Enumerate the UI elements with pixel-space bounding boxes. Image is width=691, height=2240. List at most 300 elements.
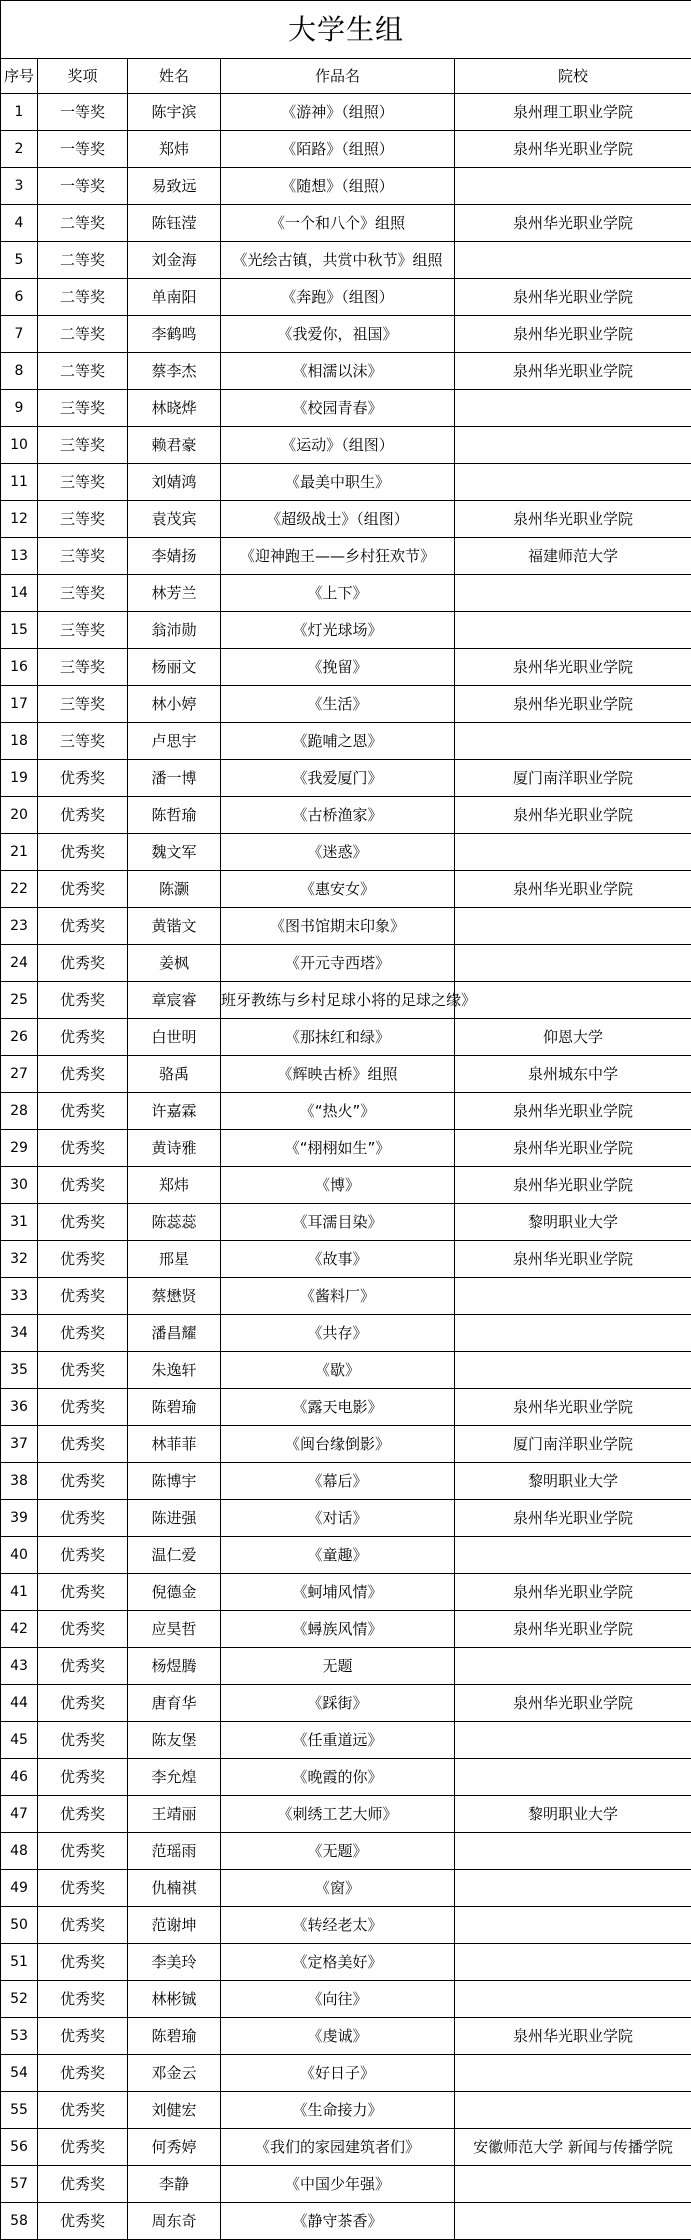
cell-name: 范瑶雨 [128,1833,221,1870]
cell-work: 《对话》 [221,1500,455,1537]
cell-work: 《任重道远》 [221,1722,455,1759]
cell-school [455,2166,691,2203]
cell-name: 刘婧鸿 [128,464,221,501]
cell-work: 《转经老太》 [221,1907,455,1944]
cell-index: 44 [1,1685,38,1722]
cell-school [455,1352,691,1389]
cell-name: 陈宇滨 [128,94,221,131]
table-row [1,279,691,316]
cell-award: 优秀奖 [38,2092,128,2129]
cell-school: 泉州华光职业学院 [455,1093,691,1130]
cell-school: 黎明职业大学 [455,1796,691,1833]
cell-award: 三等奖 [38,427,128,464]
cell-name: 李婧扬 [128,538,221,575]
cell-award: 优秀奖 [38,1981,128,2018]
table-row [1,168,691,205]
cell-index: 31 [1,1204,38,1241]
table-body [1,1,691,2240]
cell-award: 一等奖 [38,94,128,131]
cell-work: 《“热火”》 [221,1093,455,1130]
cell-work: 《挽留》 [221,649,455,686]
cell-award: 优秀奖 [38,871,128,908]
table-row [1,2129,691,2166]
table-row [1,686,691,723]
cell-school: 泉州华光职业学院 [455,501,691,538]
table-row [1,871,691,908]
cell-name: 刘健宏 [128,2092,221,2129]
cell-work: 《最美中职生》 [221,464,455,501]
table-row [1,1315,691,1352]
cell-name: 杨丽文 [128,649,221,686]
cell-award: 三等奖 [38,649,128,686]
cell-school [455,427,691,464]
cell-award: 优秀奖 [38,834,128,871]
cell-school: 泉州华光职业学院 [455,1611,691,1648]
cell-award: 优秀奖 [38,2018,128,2055]
cell-work: 《静守茶香》 [221,2203,455,2240]
cell-index: 52 [1,1981,38,2018]
cell-school: 泉州华光职业学院 [455,1685,691,1722]
header-row [1,59,691,94]
cell-school: 泉州华光职业学院 [455,649,691,686]
table-row [1,1056,691,1093]
cell-index: 45 [1,1722,38,1759]
cell-index: 32 [1,1241,38,1278]
cell-name: 李鹤鸣 [128,316,221,353]
cell-work: 《古桥渔家》 [221,797,455,834]
cell-name: 陈碧瑜 [128,1389,221,1426]
cell-index: 27 [1,1056,38,1093]
cell-award: 优秀奖 [38,2166,128,2203]
cell-school [455,1648,691,1685]
cell-work: 《闽台缘倒影》 [221,1426,455,1463]
cell-award: 优秀奖 [38,1685,128,1722]
cell-index: 33 [1,1278,38,1315]
cell-school [455,1537,691,1574]
cell-school: 泉州华光职业学院 [455,871,691,908]
title-row [1,1,691,59]
cell-work: 《生命接力》 [221,2092,455,2129]
cell-award: 优秀奖 [38,945,128,982]
cell-award: 优秀奖 [38,1056,128,1093]
cell-school [455,908,691,945]
cell-index: 41 [1,1574,38,1611]
cell-name: 杨煜腾 [128,1648,221,1685]
header-work: 作品名 [221,59,455,94]
table-title: 大学生组 [1,1,691,59]
table-row [1,1611,691,1648]
cell-award: 三等奖 [38,538,128,575]
cell-work: 《一个和八个》组照 [221,205,455,242]
cell-index: 8 [1,353,38,390]
cell-work: 《刺绣工艺大师》 [221,1796,455,1833]
table-row [1,464,691,501]
cell-name: 林晓烨 [128,390,221,427]
cell-name: 林彬铖 [128,1981,221,2018]
table-row [1,797,691,834]
cell-name: 郑炜 [128,131,221,168]
table-row [1,945,691,982]
table-row [1,427,691,464]
table-row [1,982,691,1019]
cell-work: 《迎神跑王——乡村狂欢节》 [221,538,455,575]
table-row [1,2166,691,2203]
cell-name: 蔡李杰 [128,353,221,390]
cell-name: 袁茂宾 [128,501,221,538]
table-row [1,2203,691,2240]
cell-work: 《校园青春》 [221,390,455,427]
cell-index: 30 [1,1167,38,1204]
cell-index: 22 [1,871,38,908]
cell-school: 泉州华光职业学院 [455,131,691,168]
cell-index: 46 [1,1759,38,1796]
table-row [1,1833,691,1870]
table-row [1,1426,691,1463]
cell-name: 何秀婷 [128,2129,221,2166]
cell-award: 优秀奖 [38,1870,128,1907]
cell-name: 蔡懋贤 [128,1278,221,1315]
table-row [1,1685,691,1722]
cell-name: 李美玲 [128,1944,221,1981]
cell-award: 优秀奖 [38,1944,128,1981]
cell-work: 《窗》 [221,1870,455,1907]
cell-work: 《蚵埔风情》 [221,1574,455,1611]
cell-index: 51 [1,1944,38,1981]
cell-award: 优秀奖 [38,1907,128,1944]
cell-award: 优秀奖 [38,1463,128,1500]
cell-school [455,575,691,612]
cell-name: 林小婷 [128,686,221,723]
cell-index: 2 [1,131,38,168]
cell-name: 朱逸轩 [128,1352,221,1389]
cell-name: 潘昌耀 [128,1315,221,1352]
cell-work: 《向往》 [221,1981,455,2018]
cell-index: 53 [1,2018,38,2055]
cell-school [455,723,691,760]
cell-school: 泉州华光职业学院 [455,1389,691,1426]
cell-work: 《迷惑》 [221,834,455,871]
cell-name: 陈友堡 [128,1722,221,1759]
cell-school [455,945,691,982]
cell-award: 优秀奖 [38,1722,128,1759]
cell-name: 卢思宇 [128,723,221,760]
cell-name: 魏文军 [128,834,221,871]
cell-work: 《我们的家园建筑者们》 [221,2129,455,2166]
cell-name: 姜枫 [128,945,221,982]
cell-award: 优秀奖 [38,1278,128,1315]
cell-name: 易致远 [128,168,221,205]
cell-name: 陈碧瑜 [128,2018,221,2055]
cell-work: 《光绘古镇，共赏中秋节》组照 [221,242,455,279]
cell-school [455,1315,691,1352]
table-row [1,1130,691,1167]
cell-award: 三等奖 [38,612,128,649]
cell-school: 泉州华光职业学院 [455,797,691,834]
cell-award: 二等奖 [38,242,128,279]
cell-school: 泉州华光职业学院 [455,279,691,316]
cell-work: 《定格美好》 [221,1944,455,1981]
cell-index: 38 [1,1463,38,1500]
cell-index: 17 [1,686,38,723]
cell-school [455,1278,691,1315]
cell-index: 28 [1,1093,38,1130]
cell-name: 周东奇 [128,2203,221,2240]
cell-school [455,2092,691,2129]
cell-school [455,1944,691,1981]
cell-award: 二等奖 [38,353,128,390]
cell-name: 潘一博 [128,760,221,797]
cell-index: 29 [1,1130,38,1167]
cell-index: 40 [1,1537,38,1574]
table-row [1,834,691,871]
cell-school: 黎明职业大学 [455,1463,691,1500]
table-row [1,131,691,168]
cell-award: 二等奖 [38,205,128,242]
cell-school [455,168,691,205]
cell-school [455,1722,691,1759]
table-row [1,2055,691,2092]
table-row [1,1796,691,1833]
table-row [1,205,691,242]
cell-school [455,1981,691,2018]
cell-name: 唐育华 [128,1685,221,1722]
cell-school: 泉州华光职业学院 [455,1167,691,1204]
cell-index: 16 [1,649,38,686]
cell-index: 20 [1,797,38,834]
cell-work: 《上下》 [221,575,455,612]
cell-award: 优秀奖 [38,1574,128,1611]
table-row [1,1981,691,2018]
table-row [1,1870,691,1907]
cell-name: 刘金海 [128,242,221,279]
cell-award: 优秀奖 [38,760,128,797]
cell-award: 优秀奖 [38,1537,128,1574]
cell-name: 邢星 [128,1241,221,1278]
cell-name: 邓金云 [128,2055,221,2092]
cell-name: 章宸睿 [128,982,221,1019]
cell-school: 泉州城东中学 [455,1056,691,1093]
header-school: 院校 [455,59,691,94]
table-row [1,1167,691,1204]
cell-award: 优秀奖 [38,1796,128,1833]
cell-award: 优秀奖 [38,1759,128,1796]
table-row [1,1722,691,1759]
table-row [1,1278,691,1315]
cell-school: 黎明职业大学 [455,1204,691,1241]
cell-index: 55 [1,2092,38,2129]
cell-school [455,1759,691,1796]
cell-work: 《陌路》（组照） [221,131,455,168]
table-row [1,1537,691,1574]
cell-work: 《随想》（组照） [221,168,455,205]
cell-index: 39 [1,1500,38,1537]
cell-award: 优秀奖 [38,1241,128,1278]
cell-award: 优秀奖 [38,2055,128,2092]
cell-work: 《好日子》 [221,2055,455,2092]
cell-award: 优秀奖 [38,1833,128,1870]
cell-index: 35 [1,1352,38,1389]
cell-work: 《故事》 [221,1241,455,1278]
cell-index: 54 [1,2055,38,2092]
cell-work: 《中国少年强》 [221,2166,455,2203]
cell-index: 4 [1,205,38,242]
cell-name: 陈蕊蕊 [128,1204,221,1241]
table-row [1,1204,691,1241]
cell-work: 《酱料厂》 [221,1278,455,1315]
cell-award: 优秀奖 [38,1093,128,1130]
table-row [1,501,691,538]
cell-school [455,612,691,649]
cell-index: 10 [1,427,38,464]
cell-index: 12 [1,501,38,538]
table-row [1,316,691,353]
cell-award: 优秀奖 [38,1500,128,1537]
cell-school [455,1870,691,1907]
cell-work: 《惠安女》 [221,871,455,908]
cell-work: 《蟳族风情》 [221,1611,455,1648]
cell-work: 《生活》 [221,686,455,723]
cell-work: 《共存》 [221,1315,455,1352]
cell-award: 三等奖 [38,464,128,501]
cell-index: 58 [1,2203,38,2240]
header-award: 奖项 [38,59,128,94]
cell-award: 优秀奖 [38,2203,128,2240]
cell-index: 56 [1,2129,38,2166]
cell-work: 《博》 [221,1167,455,1204]
cell-work: 《那抹红和绿》 [221,1019,455,1056]
table-row [1,94,691,131]
cell-name: 王靖丽 [128,1796,221,1833]
cell-index: 5 [1,242,38,279]
table-row [1,1463,691,1500]
cell-work: 《虔诚》 [221,2018,455,2055]
cell-school: 仰恩大学 [455,1019,691,1056]
cell-index: 9 [1,390,38,427]
cell-name: 黄诗雅 [128,1130,221,1167]
table-row [1,390,691,427]
cell-index: 6 [1,279,38,316]
cell-index: 1 [1,94,38,131]
cell-index: 36 [1,1389,38,1426]
cell-index: 21 [1,834,38,871]
cell-award: 优秀奖 [38,908,128,945]
cell-work: 《超级战士》（组图） [221,501,455,538]
cell-award: 优秀奖 [38,1648,128,1685]
cell-work: 《游神》（组照） [221,94,455,131]
cell-index: 23 [1,908,38,945]
cell-award: 二等奖 [38,279,128,316]
cell-name: 许嘉霖 [128,1093,221,1130]
cell-work: 《“栩栩如生”》 [221,1130,455,1167]
cell-award: 优秀奖 [38,1315,128,1352]
cell-work: 《相濡以沫》 [221,353,455,390]
cell-work: 《图书馆期末印象》 [221,908,455,945]
table-row [1,1574,691,1611]
cell-school: 泉州华光职业学院 [455,1130,691,1167]
cell-name: 单南阳 [128,279,221,316]
cell-school: 泉州华光职业学院 [455,1241,691,1278]
table-row [1,353,691,390]
cell-work: 《童趣》 [221,1537,455,1574]
header-index: 序号 [1,59,38,94]
cell-school: 泉州华光职业学院 [455,686,691,723]
table-row [1,2092,691,2129]
cell-school [455,2203,691,2240]
cell-school: 泉州华光职业学院 [455,205,691,242]
cell-award: 一等奖 [38,168,128,205]
cell-name: 白世明 [128,1019,221,1056]
cell-name: 林芳兰 [128,575,221,612]
cell-index: 15 [1,612,38,649]
table-row [1,1648,691,1685]
cell-school: 厦门南洋职业学院 [455,760,691,797]
cell-name: 范谢坤 [128,1907,221,1944]
cell-award: 优秀奖 [38,1204,128,1241]
cell-name: 陈博宇 [128,1463,221,1500]
table-row [1,612,691,649]
cell-work: 《奔跑》（组图） [221,279,455,316]
table-row [1,1500,691,1537]
header-name: 姓名 [128,59,221,94]
cell-index: 26 [1,1019,38,1056]
cell-work: 《运动》（组图） [221,427,455,464]
cell-award: 优秀奖 [38,1389,128,1426]
cell-index: 25 [1,982,38,1019]
cell-school: 安徽师范大学 新闻与传播学院 [455,2129,691,2166]
table-row [1,1944,691,1981]
cell-award: 一等奖 [38,131,128,168]
cell-school: 厦门南洋职业学院 [455,1426,691,1463]
cell-index: 11 [1,464,38,501]
cell-work: 《跪哺之恩》 [221,723,455,760]
cell-school [455,2055,691,2092]
cell-work: 《开元寺西塔》 [221,945,455,982]
table-row [1,1019,691,1056]
cell-work: 《我爱厦门》 [221,760,455,797]
cell-award: 优秀奖 [38,982,128,1019]
cell-work: 无题 [221,1648,455,1685]
table-row [1,649,691,686]
cell-school: 泉州华光职业学院 [455,316,691,353]
cell-award: 优秀奖 [38,797,128,834]
cell-index: 19 [1,760,38,797]
cell-name: 赖君豪 [128,427,221,464]
table-row [1,242,691,279]
cell-index: 49 [1,1870,38,1907]
cell-award: 优秀奖 [38,1426,128,1463]
cell-award: 优秀奖 [38,1611,128,1648]
cell-school [455,390,691,427]
cell-name: 陈灏 [128,871,221,908]
cell-index: 13 [1,538,38,575]
cell-award: 三等奖 [38,686,128,723]
cell-index: 43 [1,1648,38,1685]
table-row [1,1241,691,1278]
table-row [1,2018,691,2055]
cell-school: 泉州理工职业学院 [455,94,691,131]
cell-work: 《灯光球场》 [221,612,455,649]
cell-index: 48 [1,1833,38,1870]
cell-school [455,834,691,871]
cell-school [455,982,691,1019]
table-row [1,1907,691,1944]
cell-school [455,464,691,501]
cell-award: 三等奖 [38,501,128,538]
cell-school: 泉州华光职业学院 [455,353,691,390]
cell-award: 三等奖 [38,575,128,612]
cell-school: 泉州华光职业学院 [455,1500,691,1537]
cell-award: 优秀奖 [38,2129,128,2166]
